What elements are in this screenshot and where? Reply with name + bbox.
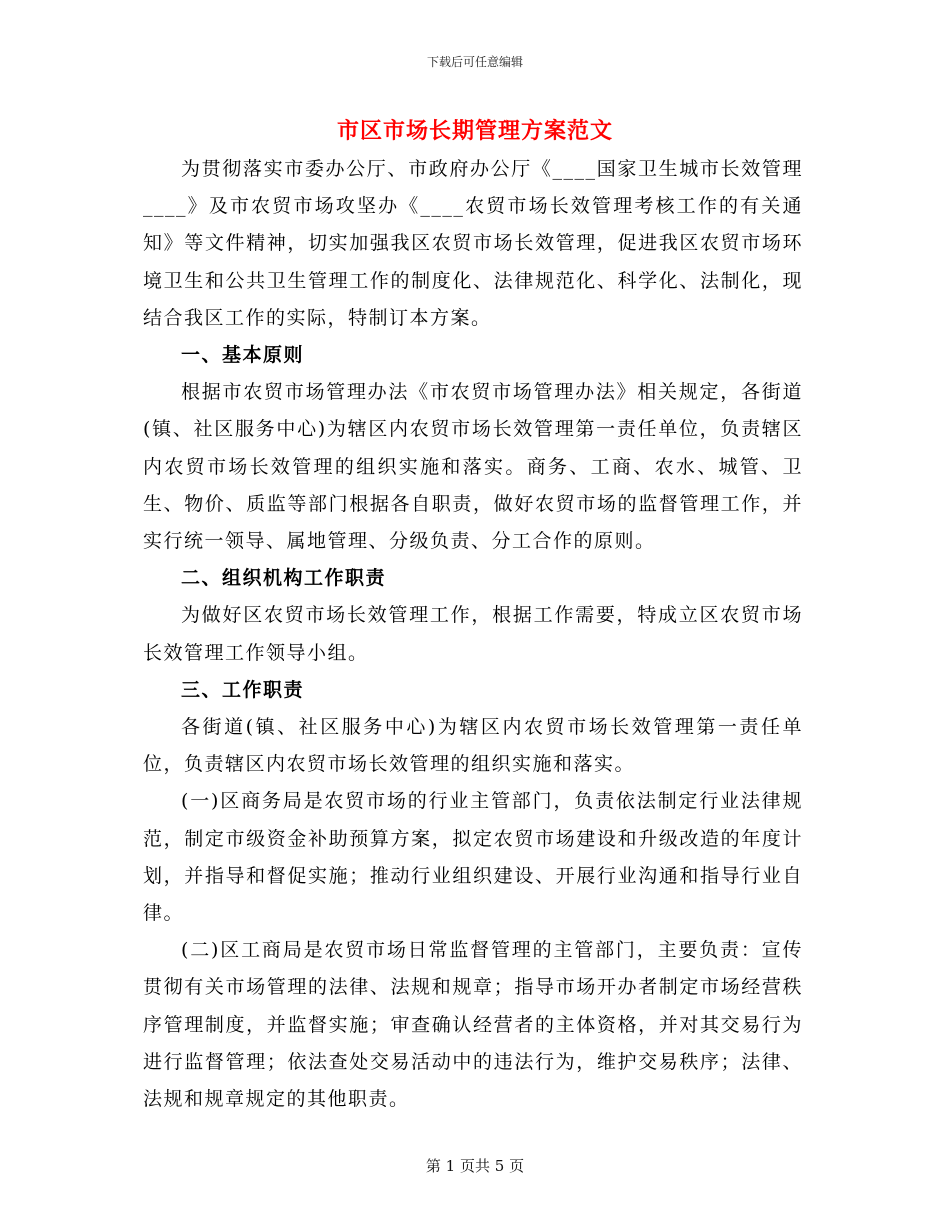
duty-item-commerce: (一)区商务局是农贸市场的行业主管部门，负责依法制定行业法律规范，制定市级资金补助预算方案，拟定农贸市场建设和升级改造的年度计划，并指导和督促实施；推动行业组织建设、开展行业沟通和指导行业自律。: [143, 790, 803, 925]
document-title: 市区市场长期管理方案范文: [336, 118, 613, 144]
document-body: [143, 151, 803, 1118]
organization-paragraph: 为做好区农贸市场长效管理工作，根据工作需要，特成立区农贸市场长效管理工作领导小组。: [143, 604, 803, 664]
section-heading-duties: 三、工作职责: [181, 678, 305, 701]
section-heading-principles: 一、基本原则: [181, 344, 305, 367]
section-heading-organization: 二、组织机构工作职责: [181, 567, 387, 590]
intro-paragraph: 为贯彻落实市委办公厅、市政府办公厅《____国家卫生城市长效管理____》及市农贸市场攻坚办《____农贸市场长效管理考核工作的有关通知》等文件精神，切实加强我区农贸市场长效管理，促进我区农贸市场环境卫生和公共卫生管理工作的制度化、法律规范化、科学化、法制化，现结合我区工作的实际，特制订本方案。: [143, 158, 803, 329]
page-number: 第 1 页共 5 页: [425, 1157, 525, 1175]
duty-item-industry-commerce: (二)区工商局是农贸市场日常监督管理的主管部门，主要负责：宣传贯彻有关市场管理的法律、法规和规章；指导市场开办者制定市场经营秩序管理制度，并监督实施；审查确认经营者的主体资格，并对其交易行为进行监督管理；依法查处交易活动中的违法行为，维护交易秩序；法律、法规和规章规定的其他职责。: [143, 939, 803, 1111]
header-note: 下载后可任意编辑: [426, 55, 523, 69]
duties-paragraph: 各街道(镇、社区服务中心)为辖区内农贸市场长效管理第一责任单位，负责辖区内农贸市场长效管理的组织实施和落实。: [143, 716, 803, 776]
principles-paragraph: 根据市农贸市场管理办法《市农贸市场管理办法》相关规定，各街道(镇、社区服务中心)为辖区内农贸市场长效管理第一责任单位，负责辖区内农贸市场长效管理的组织实施和落实。商务、工商、农水、城管、卫生、物价、质监等部门根据各自职责，做好农贸市场的监督管理工作，并实行统一领导、属地管理、分级负责、分工合作的原则。: [143, 381, 803, 553]
